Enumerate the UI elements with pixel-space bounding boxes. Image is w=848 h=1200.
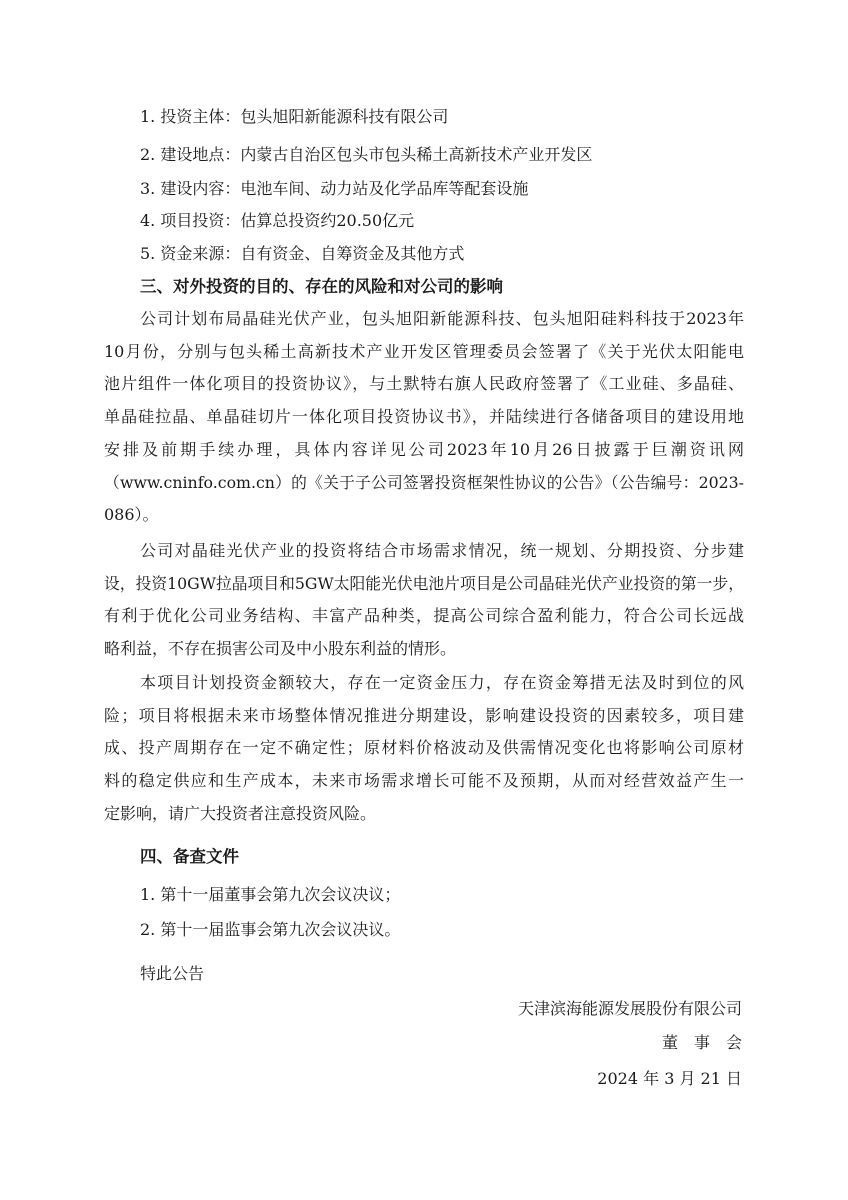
section3-heading: 三、对外投资的目的、存在的风险和对公司的影响 bbox=[140, 277, 503, 296]
paragraph-line: 公司对晶硅光伏产业的投资将结合市场需求情况，统一规划、分期投资、分步建 bbox=[140, 541, 744, 560]
paragraph-line: 设，投资10GW拉晶项目和5GW太阳能光伏电池片项目是公司晶硅光伏产业投资的第一步， bbox=[104, 573, 744, 593]
paragraph-line: 料的稳定供应和生产成本，未来市场需求增长可能不及预期，从而对经营效益产生一 bbox=[104, 771, 744, 791]
detail-investor: 1. 投资主体：包头旭阳新能源科技有限公司 bbox=[140, 107, 449, 126]
paragraph-line: 10月份，分别与包头稀土高新技术产业开发区管理委员会签署了《关于光伏太阳能电 bbox=[104, 341, 744, 361]
section3-paragraph-1 bbox=[104, 303, 744, 532]
section4-heading: 四、备查文件 bbox=[140, 847, 239, 866]
paragraph-line: 单晶硅拉晶、单晶硅切片一体化项目投资协议书》，并陆续进行各储备项目的建设用地 bbox=[104, 407, 744, 427]
detail-funding: 5. 资金来源：自有资金、自筹资金及其他方式 bbox=[140, 244, 465, 263]
paragraph-line: 本项目计划投资金额较大，存在一定资金压力，存在资金筹措无法及时到位的风 bbox=[140, 673, 744, 692]
paragraph-line: 安排及前期手续办理，具体内容详见公司2023年10月26日披露于巨潮资讯网 bbox=[104, 439, 744, 459]
paragraph-line: 略利益，不存在损害公司及中小股东利益的情形。 bbox=[104, 639, 457, 659]
section3-paragraph-2 bbox=[104, 535, 744, 666]
reference-item-1: 1. 第十一届董事会第九次会议决议； bbox=[140, 885, 401, 904]
detail-investment: 4. 项目投资：估算总投资约20.50亿元 bbox=[140, 211, 415, 230]
detail-content: 3. 建设内容：电池车间、动力站及化学品库等配套设施 bbox=[140, 179, 529, 198]
section3-paragraph-3 bbox=[104, 667, 744, 831]
signature-board: 董 事 会 bbox=[661, 1033, 742, 1052]
paragraph-line: 池片组件一体化项目的投资协议》，与土默特右旗人民政府签署了《工业硅、多晶硅、 bbox=[104, 374, 744, 394]
signature-company: 天津滨海能源发展股份有限公司 bbox=[517, 999, 742, 1018]
closing-text: 特此公告 bbox=[140, 964, 205, 983]
paragraph-line: 公司计划布局晶硅光伏产业，包头旭阳新能源科技、包头旭阳硅料科技于2023年 bbox=[140, 309, 744, 328]
signature-date: 2024 年 3 月 21 日 bbox=[597, 1069, 742, 1088]
paragraph-line: 险；项目将根据未来市场整体情况推进分期建设，影响建设投资的因素较多，项目建 bbox=[104, 705, 744, 725]
paragraph-line: 有利于优化公司业务结构、丰富产品种类，提高公司综合盈利能力，符合公司长远战 bbox=[104, 606, 744, 626]
paragraph-line: 定影响，请广大投资者注意投资风险。 bbox=[104, 803, 377, 823]
detail-location: 2. 建设地点：内蒙古自治区包头市包头稀土高新技术产业开发区 bbox=[140, 145, 593, 164]
paragraph-line: （www.cninfo.com.cn）的《关于子公司签署投资框架性协议的公告》（公告编号：2023- bbox=[104, 472, 744, 492]
reference-item-2: 2. 第十一届监事会第九次会议决议。 bbox=[140, 920, 401, 939]
paragraph-line: 086）。 bbox=[104, 505, 159, 525]
paragraph-line: 成、投产周期存在一定不确定性；原材料价格波动及供需情况变化也将影响公司原材 bbox=[104, 738, 744, 758]
